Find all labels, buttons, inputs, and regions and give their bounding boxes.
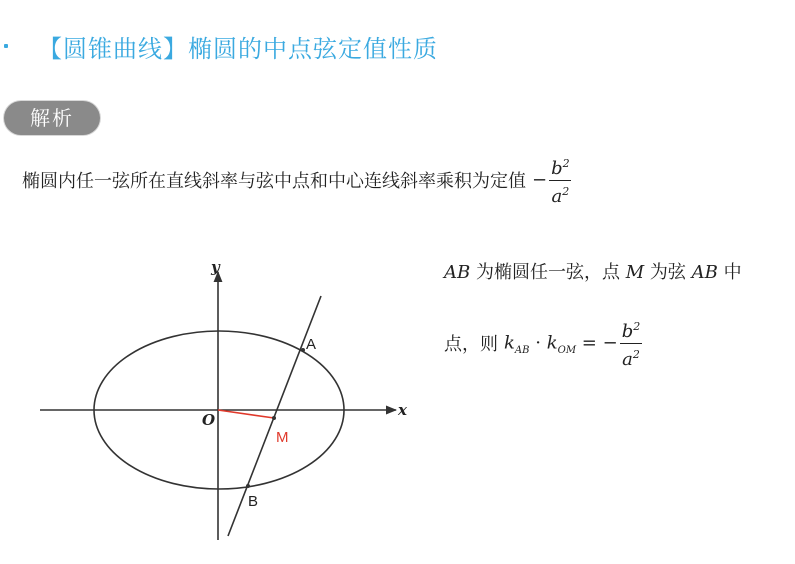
k-om-sub: OM: [557, 344, 577, 356]
median-om: [218, 410, 274, 418]
point-a: [301, 348, 305, 352]
expl-den-exp: 2: [632, 347, 640, 361]
k-ab-sub: AB: [514, 344, 530, 356]
expl-text-1: 为椭圆任一弦，点: [475, 262, 620, 283]
summary-num-exp: 2: [562, 156, 570, 170]
point-m: [272, 416, 276, 420]
point-b: [246, 484, 250, 488]
section-tag: 解析: [4, 101, 100, 135]
summary-line: [22, 152, 574, 208]
expl-frac-den: [620, 343, 642, 371]
summary-den-base: a: [551, 185, 563, 207]
k-ab: k: [504, 332, 515, 353]
expl-frac-num: [620, 316, 643, 343]
summary-frac-num: [549, 153, 572, 180]
summary-num-base: b: [551, 157, 563, 179]
summary-den-exp: 2: [562, 184, 570, 198]
label-x: x: [398, 401, 407, 419]
label-a: A: [306, 336, 317, 353]
expl-formula: [504, 316, 644, 371]
label-m: M: [276, 429, 289, 446]
expl-num-exp: 2: [633, 319, 641, 333]
title-row: [4, 26, 438, 66]
bullet-icon: [4, 44, 8, 48]
label-y: y: [211, 258, 220, 276]
equals-sign: =: [581, 332, 597, 353]
explanation-line-1: [444, 258, 742, 284]
label-o: O: [202, 411, 216, 429]
page-title: 【圆锥曲线】椭圆的中点弦定值性质: [38, 34, 438, 63]
summary-formula: [532, 153, 574, 208]
summary-minus: −: [532, 169, 548, 190]
expl-minus: −: [602, 332, 618, 353]
expl-num-base: b: [621, 320, 634, 342]
expl-m: M: [625, 262, 645, 283]
expl-text-3: 中: [723, 262, 742, 283]
expl-ab: AB: [444, 262, 471, 283]
explanation-line-2: [444, 312, 644, 374]
expl-fraction: [620, 316, 643, 371]
label-b: B: [248, 493, 259, 510]
ellipse-figure: [36, 254, 416, 548]
k-om: k: [546, 332, 558, 353]
expl-text-4: 点，则: [444, 334, 498, 355]
summary-fraction: [549, 153, 572, 208]
summary-text: 椭圆内任一弦所在直线斜率与弦中点和中心连线斜率乘积为定值: [22, 171, 526, 192]
expl-den-base: a: [622, 348, 633, 370]
dot-operator: ·: [535, 332, 541, 353]
expl-ab-2: AB: [691, 262, 718, 283]
expl-text-2: 为弦: [649, 262, 686, 283]
summary-frac-den: [549, 180, 571, 208]
